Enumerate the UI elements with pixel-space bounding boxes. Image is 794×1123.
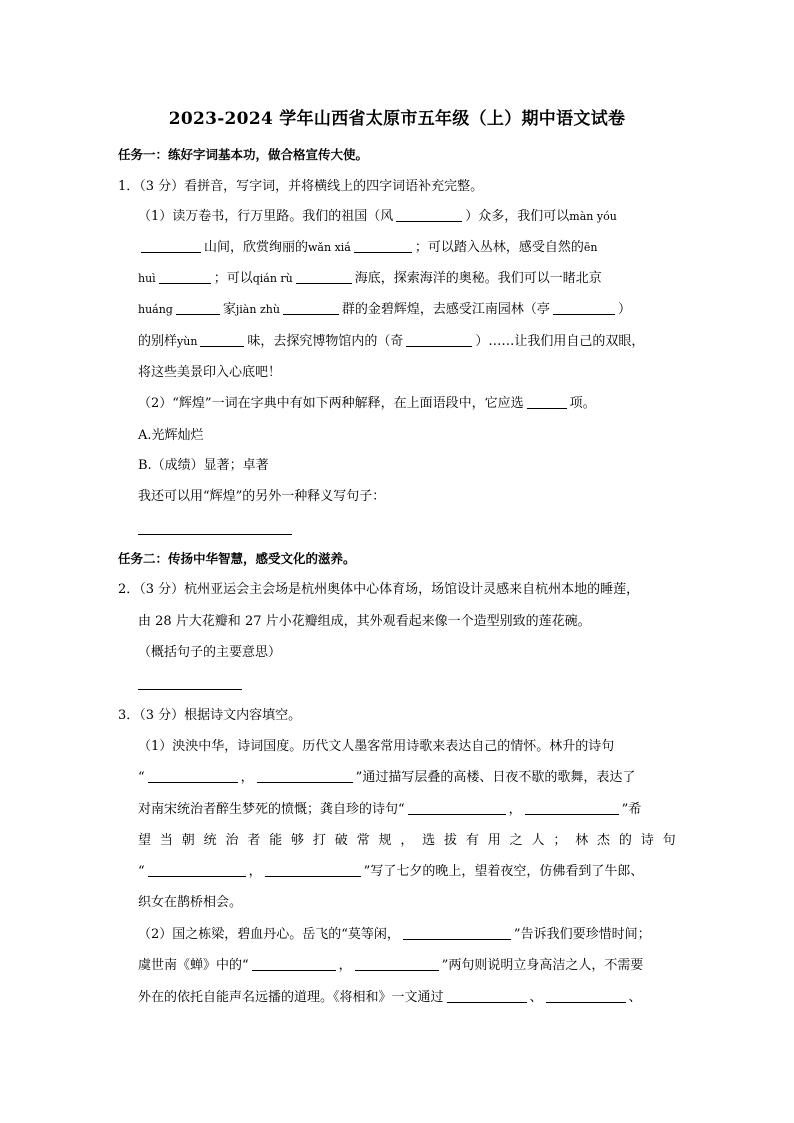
answer-line[interactable] xyxy=(138,689,242,690)
fill-blank[interactable] xyxy=(355,956,439,971)
char: 者 xyxy=(247,833,261,848)
fill-blank[interactable] xyxy=(525,800,619,815)
fill-blank[interactable] xyxy=(257,768,353,783)
char: 的 xyxy=(618,833,632,848)
char: ； xyxy=(553,833,567,848)
char: 破 xyxy=(334,833,348,848)
q1-line-1 xyxy=(138,207,678,227)
task2-heading: 任务二：传扬中华智慧，感受文化的滋养。 xyxy=(118,551,356,566)
text: ；可以踏入丛林，感受自然的 xyxy=(414,240,584,255)
text: 的别样 xyxy=(138,334,178,349)
char: 林 xyxy=(575,833,589,848)
text: ， xyxy=(248,864,262,879)
char: 朝 xyxy=(181,833,195,848)
char: 望 xyxy=(138,833,152,848)
char: 有 xyxy=(465,833,479,848)
fill-blank[interactable] xyxy=(354,238,412,253)
text: 、 xyxy=(529,990,543,1005)
q3-line-2 xyxy=(138,768,698,788)
answer-line[interactable] xyxy=(138,534,292,535)
text: ”通过描写层叠的高楼、日夜不歇的歌舞，表达了 xyxy=(355,770,636,785)
text: 群的金碧辉煌，去感受江南园林（亭 xyxy=(341,302,550,317)
q1-line-2 xyxy=(138,238,698,258)
fill-blank[interactable] xyxy=(403,925,511,940)
text: ， xyxy=(338,958,352,973)
fill-blank[interactable] xyxy=(148,768,238,783)
fill-blank[interactable] xyxy=(553,300,615,315)
pinyin: màn yóu xyxy=(569,210,617,223)
q3-stem: 3．（3 分）根据诗文内容填空。 xyxy=(118,708,302,723)
text: “ xyxy=(138,770,145,785)
fill-blank[interactable] xyxy=(283,300,339,315)
text: （1）读万卷书，行万里路。我们的祖国（风 xyxy=(138,209,394,224)
char: 常 xyxy=(356,833,370,848)
char: 杰 xyxy=(597,833,611,848)
text: ”写了七夕的晚上，望着夜空，仿佛看到了牛郎、 xyxy=(363,864,644,879)
option-a: A.光辉灿烂 xyxy=(138,428,204,443)
text: 外在的依托自能声名远播的道理。《将相和》一文通过 xyxy=(138,990,444,1005)
text: ；可以 xyxy=(213,271,253,286)
pinyin: qián rù xyxy=(252,272,293,285)
fill-blank[interactable] xyxy=(396,207,462,222)
char: 当 xyxy=(159,833,173,848)
text: 海底，探索海洋的奥秘。我们可以一睹北京 xyxy=(354,271,602,286)
pinyin: yùn xyxy=(177,335,198,348)
fill-blank[interactable] xyxy=(546,988,626,1003)
q2-line-1: 2．（3 分）杭州亚运会主会场是杭州奥体中心体育场，场馆设计灵感来自杭州本地的睡莲， xyxy=(118,582,640,597)
char: 人 xyxy=(531,833,545,848)
pinyin: huì xyxy=(138,272,156,285)
q3-line-3 xyxy=(138,800,698,820)
text: （2）“辉煌”一词在字典中有如下两种解释，在上面语段中，它应选 xyxy=(138,396,524,411)
text: ， xyxy=(508,802,522,817)
q1-line-5 xyxy=(138,332,698,352)
fill-blank[interactable] xyxy=(141,238,201,253)
text: 对南宋统治者醉生梦死的愤慨；龚自珍的诗句“ xyxy=(138,802,405,817)
char: 能 xyxy=(269,833,283,848)
fill-blank[interactable] xyxy=(296,269,352,284)
q1-line-3 xyxy=(138,269,698,289)
char: 拔 xyxy=(444,833,458,848)
text: 希 xyxy=(628,802,642,817)
pinyin: ēn xyxy=(583,241,598,254)
pinyin: huáng xyxy=(138,303,173,316)
q3-line-5 xyxy=(138,862,698,882)
text: 山间，欣赏绚丽的 xyxy=(204,240,309,255)
fill-blank[interactable] xyxy=(527,394,567,409)
text: 项。 xyxy=(569,396,596,411)
text: ” xyxy=(621,802,629,817)
text: “ xyxy=(138,864,145,879)
fill-blank[interactable] xyxy=(200,332,244,347)
text: 味，去探究博物馆内的（奇 xyxy=(247,334,404,349)
q3-line-9 xyxy=(138,988,698,1008)
task1-heading: 任务一：练好字词基本功，做合格宣传大使。 xyxy=(118,147,369,162)
fill-blank[interactable] xyxy=(447,988,527,1003)
text: ）众多，我们可以 xyxy=(465,209,570,224)
text: 虞世南《蝉》中的“ xyxy=(138,958,249,973)
char: 诗 xyxy=(640,833,654,848)
char: 句 xyxy=(662,833,676,848)
text: ） xyxy=(617,302,631,317)
text: ”告诉我们要珍惜时间； xyxy=(513,927,651,942)
char: 统 xyxy=(203,833,217,848)
text: 、 xyxy=(628,990,642,1005)
char: 选 xyxy=(422,833,436,848)
fill-blank[interactable] xyxy=(159,269,211,284)
text: 家 xyxy=(222,302,236,317)
char: 用 xyxy=(487,833,501,848)
q3-line-4 xyxy=(138,831,676,851)
q1-line-6: 将这些美景印入心底吧！ xyxy=(138,365,282,380)
char: 够 xyxy=(291,833,305,848)
char: 打 xyxy=(312,833,326,848)
q3-line-8 xyxy=(138,956,698,976)
q1-sentence-prompt: 我还可以用“辉煌”的另外一种释义写句子： xyxy=(138,489,386,504)
fill-blank[interactable] xyxy=(148,862,246,877)
pinyin: wǎn xiá xyxy=(308,241,351,254)
q1-line-4 xyxy=(138,300,698,320)
char: 治 xyxy=(225,833,239,848)
text: ）……让我们用自己的双眼， xyxy=(475,334,645,349)
pinyin: jiàn zhù xyxy=(235,303,280,316)
fill-blank[interactable] xyxy=(176,300,220,315)
char: 之 xyxy=(509,833,523,848)
fill-blank[interactable] xyxy=(408,800,506,815)
q3-line-1: （1）泱泱中华，诗词国度。历代文人墨客常用诗歌来表达自己的情怀。林升的诗句 xyxy=(138,739,615,754)
fill-blank[interactable] xyxy=(252,956,336,971)
fill-blank[interactable] xyxy=(265,862,361,877)
char: ， xyxy=(400,833,414,848)
char: 规 xyxy=(378,833,392,848)
q1-stem: 1．（3 分）看拼音，写字词，并将横线上的四字词语补充完整。 xyxy=(118,179,484,194)
q2-line-3: （概括句子的主要意思） xyxy=(138,645,282,660)
q1-sub2 xyxy=(138,394,678,414)
text: （2）国之栋梁，碧血丹心。岳飞的“莫等闲， xyxy=(138,927,400,942)
option-b: B.（成绩）显著；卓著 xyxy=(138,458,269,473)
text: ”两句则说明立身高洁之人，不需要 xyxy=(441,958,644,973)
q2-line-2: 由 28 片大花瓣和 27 片小花瓣组成，其外观看起来像一个造型别致的莲花碗。 xyxy=(138,614,591,629)
q3-line-7 xyxy=(138,925,678,945)
q3-line-6: 织女在鹊桥相会。 xyxy=(138,895,243,910)
text: ， xyxy=(240,770,254,785)
page-title: 2023-2024 学年山西省太原市五年级（上）期中语文试卷 xyxy=(168,109,626,129)
fill-blank[interactable] xyxy=(406,332,472,347)
